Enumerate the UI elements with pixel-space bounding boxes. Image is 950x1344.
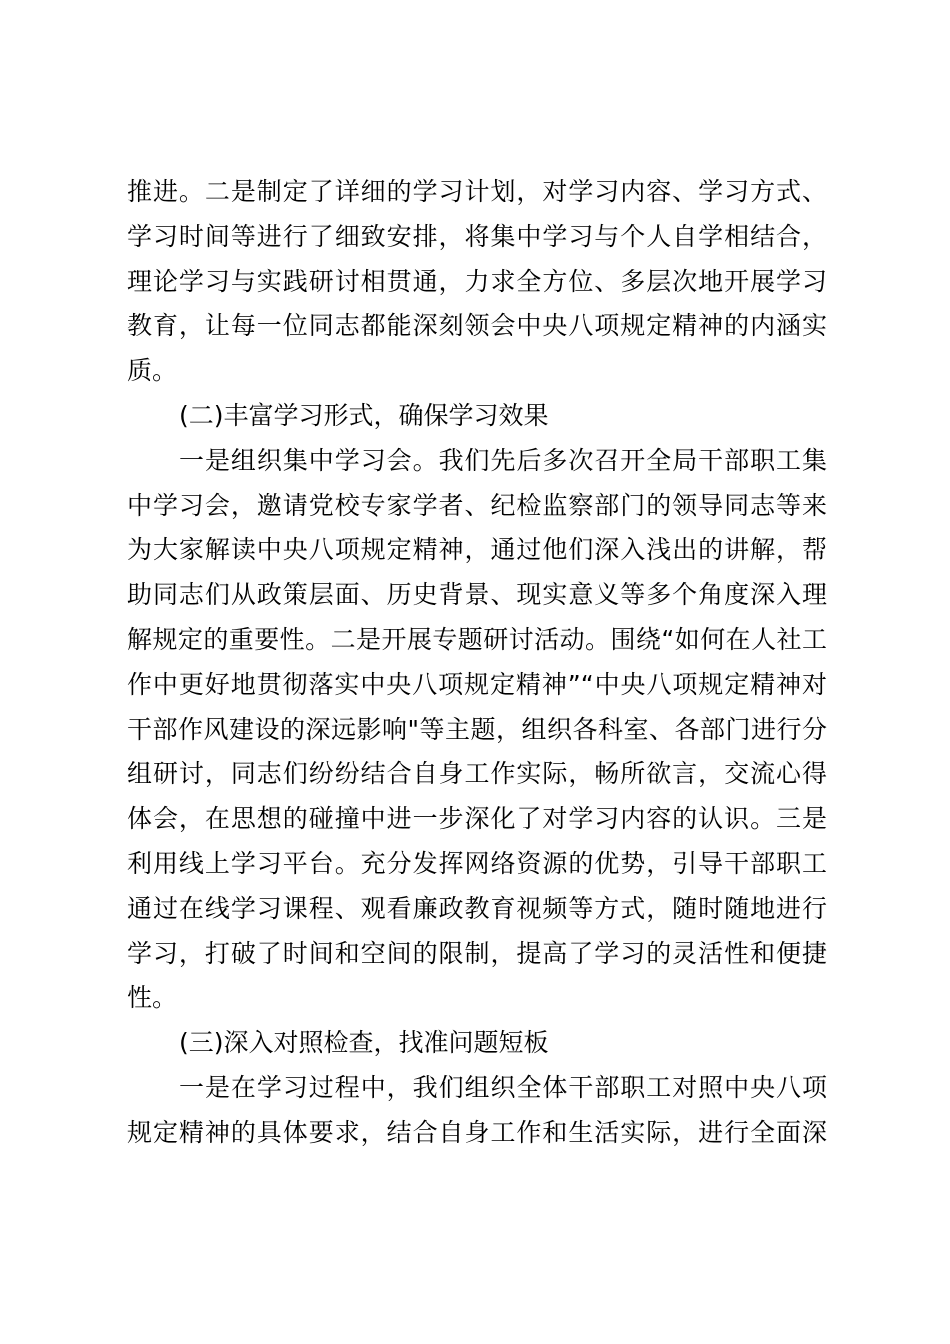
- text-line: 中学习会，邀请党校专家学者、纪检监察部门的领导同志等来: [127, 490, 827, 520]
- section-heading: (三)深入对照检查，找准问题短板: [179, 1028, 549, 1058]
- text-line: 助同志们从政策层面、历史背景、现实意义等多个角度深入理: [127, 580, 827, 610]
- document-body: [127, 170, 827, 1156]
- text-line: 学习时间等进行了细致安排，将集中学习与个人自学相结合，: [127, 221, 827, 251]
- text-line: 质。: [127, 356, 178, 386]
- text-line: 一是组织集中学习会。我们先后多次召开全局干部职工集: [179, 445, 827, 475]
- text-line: 为大家解读中央八项规定精神，通过他们深入浅出的讲解，帮: [127, 535, 827, 565]
- text-line: 组研讨，同志们纷纷结合自身工作实际，畅所欲言，交流心得: [127, 759, 827, 789]
- text-line: 作中更好地贯彻落实中央八项规定精神”“中央八项规定精神对: [127, 669, 827, 699]
- text-line: 体会，在思想的碰撞中进一步深化了对学习内容的认识。三是: [127, 804, 827, 834]
- text-line: 利用线上学习平台。充分发挥网络资源的优势，引导干部职工: [127, 848, 827, 878]
- text-line: 推进。二是制定了详细的学习计划，对学习内容、学习方式、: [127, 177, 827, 206]
- text-line: 性。: [127, 983, 178, 1013]
- section-heading: (二)丰富学习形式，确保学习效果: [179, 400, 549, 430]
- text-line: 规定精神的具体要求，结合自身工作和生活实际，进行全面深: [127, 1117, 827, 1147]
- text-line: 理论学习与实践研讨相贯通，力求全方位、多层次地开展学习: [127, 266, 827, 296]
- text-line: 通过在线学习课程、观看廉政教育视频等方式，随时随地进行: [127, 893, 827, 923]
- text-line: 学习，打破了时间和空间的限制，提高了学习的灵活性和便捷: [127, 938, 827, 968]
- text-line: 干部作风建设的深远影响"等主题，组织各科室、各部门进行分: [127, 714, 827, 744]
- text-line: 解规定的重要性。二是开展专题研讨活动。围绕“如何在人社工: [127, 624, 827, 654]
- text-line: 教育，让每一位同志都能深刻领会中央八项规定精神的内涵实: [127, 311, 827, 341]
- text-line: 一是在学习过程中，我们组织全体干部职工对照中央八项: [179, 1072, 827, 1102]
